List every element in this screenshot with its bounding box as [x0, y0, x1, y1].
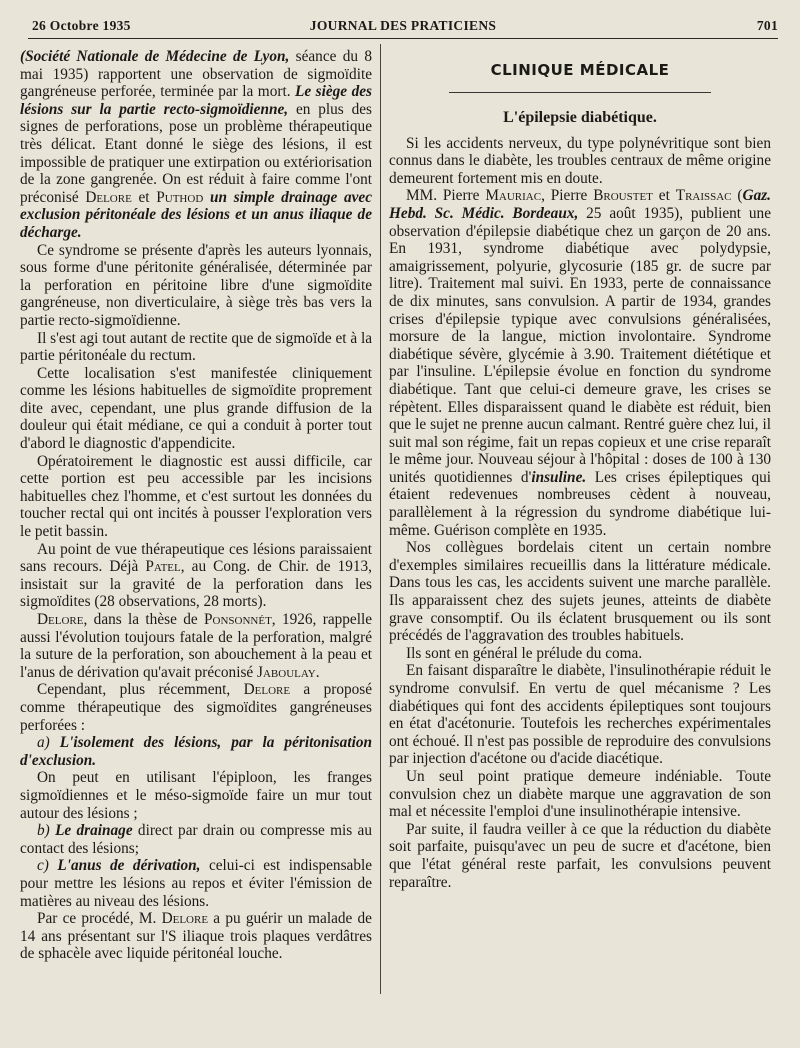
society-reference: (Société Nationale de Médecine de Lyon,: [20, 48, 290, 65]
text: séance du 8 mai 1935) rapportent une observation de sigmoïdite gangréneuse perforée, terminée par la mort.: [20, 48, 372, 101]
author-name: Mauriac: [485, 187, 542, 205]
text: .: [315, 663, 320, 681]
text: et: [131, 188, 157, 206]
list-item-c: [20, 857, 372, 910]
paragraph: [20, 611, 372, 681]
text: a pu guérir un malade de 14 ans présentant sur l'S iliaque trois plaques verdâtres de sphacèle avec liquide péritonéal louche.: [20, 910, 372, 963]
paragraph: Cette localisation s'est manifestée cliniquement comme les lésions habituelles de sigmoïdite proprement dite avec, cependant, une plus grande diffusion de la douleur qui était médiane, ce qui a conduit à porter tout d'abord le diagnostic d'appendicite.: [20, 364, 372, 453]
header-date: 26 Octobre 1935: [32, 18, 131, 33]
text: et: [652, 187, 676, 205]
paragraph: En faisant disparaître le diabète, l'insulinothérapie réduit le syndrome convulsif. En vertu de quel mécanisme ? Les diabétiques qui font des accidents épileptiques sont toujours en état d'acétonurie. Toutefois les recherches expérimentales ont échoué. Il n'est pas possible de reproduire des convulsions par injection d'acétone ou d'acide diacétique.: [389, 662, 771, 768]
text: Au point de vue thérapeutique ces lésions paraissaient sans recours. Déjà: [20, 540, 372, 576]
text: en plus des signes de perforations, pose un problème thérapeutique très délicat. Etant donné le siège des lésions, il est impossible de pratiquer une extirpation ou extériorisation de la zone gangrenée. On est réduit à faire comme l'ont préconisé: [20, 100, 372, 206]
paragraph: Ce syndrome se présente d'après les auteurs lyonnais, sous forme d'une péritonite généralisée, déterminée par la perforation en péritoine libre d'une sigmoïdite gangréneuse, non diverticulaire, à siège très bas vers la partie recto-sigmoïdienne.: [20, 241, 372, 329]
header-page-number: 701: [756, 18, 778, 33]
paragraph: Si les accidents nerveux, du type polynévritique sont bien connus dans le diabète, les troubles centraux de même origine demeurent fortement mis en doute.: [389, 134, 771, 187]
author-name: Delore: [243, 681, 291, 699]
emphasis-text: L'isolement des lésions, par la péritonisation d'exclusion.: [20, 734, 372, 769]
emphasis-text: Le siège des lésions sur la partie recto-sigmoïdienne,: [20, 83, 372, 118]
list-item-a: [20, 734, 372, 769]
left-column: [20, 48, 372, 963]
list-item-b: [20, 822, 372, 857]
author-name: Jaboulay: [257, 663, 316, 681]
paragraph: Ils sont en général le prélude du coma.: [406, 644, 643, 662]
paragraph: [389, 187, 771, 539]
paragraph: [20, 541, 372, 611]
right-column: [389, 48, 771, 891]
running-header: [28, 14, 778, 39]
text: Les crises épileptiques qui étaient redevenues nombreuses cèdent à nouveau, parallèlement à la régression du syndrome diabétique lui-même. Guérison complète en 1935.: [389, 468, 771, 539]
article-title: L'épilepsie diabétique.: [503, 109, 657, 126]
emphasis-text: un simple drainage avec exclusion péritonéale des lésions et un anus iliaque de décharge.: [20, 188, 372, 241]
text: 25 août 1935), publient une observation d'épilepsie diabétique chez un garçon de 20 ans. En 1931, syndrome diabétique avec polydypsie, amaigrissement, polyurie, glycosurie (185 gr. de sucre par litre). Traitement mal suivi. En 1933, perte de connaissance de dix minutes, sans convulsion. A partir de 1934, grandes crises d'épilepsie typique avec convulsions généralisées, morsure de la langue, miction involontaire. Syndrome diabétique sévère, glycémie à 3.90. Traitement diététique et par l'insuline. L'épilepsie évolue en fonction du syndrome diabétique. Tant que celui-ci demeure grave, les crises se répètent. Elles disparaissent quand le diabète est réduit, bien que le sujet ne prenne aucun calmant. Rentré guère chez lui, il suit mal son régime, fait un repas copieux et une crise reparaît le même jour. Nouveau séjour à l'hôpital : doses de 100 à 130 unités quotidiennes d': [389, 204, 771, 486]
author-name: Traissac: [675, 187, 732, 205]
journal-reference: Gaz. Hebd. Sc. Médic. Bordeaux,: [389, 187, 771, 222]
text: (: [731, 187, 743, 205]
paragraph: Opératoirement le diagnostic est aussi difficile, car cette portion est peu accessible par les incisions habituelles chez l'homme, et c'est surtout les données du toucher rectal qui ont incités à pousser l'exploration vers le petit bassin.: [20, 452, 372, 541]
paragraph: On peut en utilisant l'épiploon, les franges sigmoïdiennes et le méso-sigmoïde faire un mur tout autour des lésions ;: [20, 769, 372, 822]
paragraph: Nos collègues bordelais citent un certain nombre d'exemples similaires recueillis dans la littérature médicale. Dans tous les cas, les accidents suivent une marche parallèle. Ils apparaissent chez des sujets jeunes, atteints de diabète grave consomptif. Ou ils éclatent brusquement ou ils sont précédés de l'aggravation des troubles habituels.: [389, 539, 771, 645]
paragraph: Un seul point pratique demeure indéniable. Toute convulsion chez un diabète marque une aggravation de son mal et nécessite l'emploi d'une insulinothérapie intensive.: [389, 767, 771, 821]
author-name: Delore: [161, 910, 209, 928]
text: direct par drain ou compresse mis au contact des lésions;: [20, 822, 372, 857]
emphasis-text: insuline.: [531, 468, 587, 486]
section-divider: [449, 92, 711, 93]
text: Par ce procédé, M.: [37, 910, 162, 928]
text: Cependant, plus récemment,: [37, 681, 244, 699]
text: celui-ci est indispensable pour mettre les lésions au repos et éviter l'émission de matières au niveau des lésions.: [20, 857, 373, 910]
paragraph: [20, 681, 372, 734]
text: a proposé comme thérapeutique des sigmoïdites gangréneuses perforées :: [20, 681, 373, 734]
column-divider: [380, 44, 381, 994]
author-name: Patel: [145, 558, 181, 576]
list-label: c): [37, 857, 58, 875]
list-label: a): [37, 734, 60, 752]
author-name: Delore: [37, 611, 84, 628]
author-name: Delore: [85, 188, 132, 206]
text: , au Cong. de Chir. de 1913, insistait sur la gravité de la perforation dans les sigmoïdites (28 observations, 28 morts).: [20, 558, 372, 611]
emphasis-text: L'anus de dérivation,: [57, 857, 201, 875]
paragraph: Par suite, il faudra veiller à ce que la réduction du diabète soit parfaite, puisqu'avec un peu de sucre et d'acétone, bien que l'état général reste parfait, les convulsions peuvent reparaître.: [389, 820, 771, 891]
list-label: b): [37, 822, 56, 840]
paragraph: [20, 910, 372, 963]
text: MM. Pierre: [406, 187, 486, 205]
paragraph: Il s'est agi tout autant de rectite que de sigmoïde et à la partie péritonéale du rectum.: [20, 329, 372, 365]
header-journal-title: JOURNAL DES PRATICIENS: [309, 18, 497, 33]
author-name: Ponsonnét: [204, 611, 272, 628]
text: , Pierre: [541, 187, 594, 205]
section-title: CLINIQUE MÉDICALE: [490, 61, 670, 79]
emphasis-text: Le drainage: [55, 822, 133, 840]
paragraph: [20, 48, 372, 242]
author-name: Broustet: [593, 187, 653, 205]
text: , 1926, rappelle aussi l'évolution toujours fatale de la perforation, malgré la suture de la perforation, son abouchement à la peau et l'anus de dérivation qu'avait préconisé: [20, 611, 372, 681]
author-name: Puthod: [156, 188, 204, 206]
text: , dans la thèse de: [83, 611, 204, 628]
